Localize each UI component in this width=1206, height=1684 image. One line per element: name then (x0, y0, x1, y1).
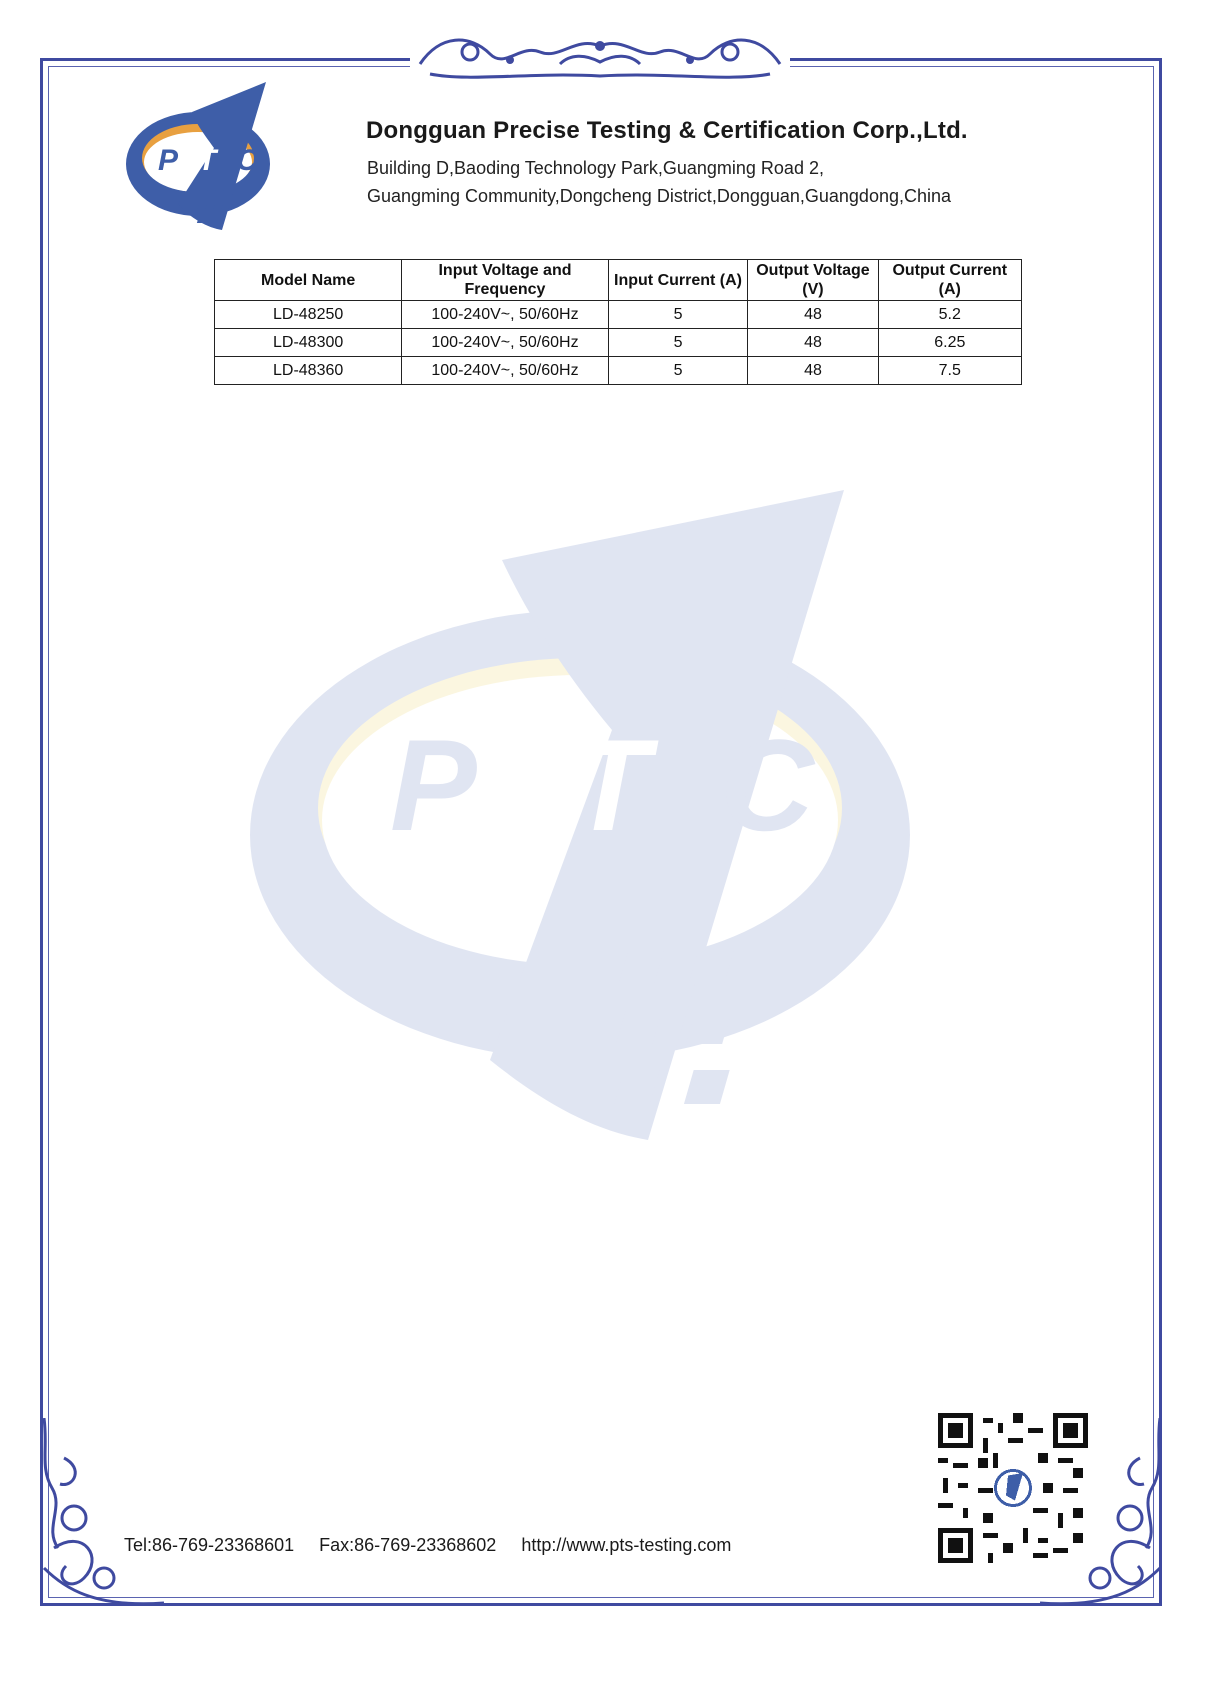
footer-fax: Fax:86-769-23368602 (319, 1535, 497, 1555)
bottom-left-ornament (34, 1418, 174, 1618)
header-input-voltage: Input Voltage and Frequency (402, 260, 608, 301)
table-row (215, 357, 1022, 385)
cell-model: LD-48300 (215, 329, 402, 357)
cell-output-voltage: 48 (748, 329, 878, 357)
logo-letter-t: T (198, 144, 217, 177)
logo-letter-p: P (158, 144, 179, 177)
address-line-1: Building D,Baoding Technology Park,Guangming Road 2, (367, 158, 824, 178)
footer-contact (124, 1535, 751, 1556)
cell-input-current: 5 (608, 329, 748, 357)
cell-output-voltage: 48 (748, 301, 878, 329)
watermark-letter-c: C (720, 712, 814, 858)
table-header-row (215, 260, 1022, 301)
footer-website[interactable]: http://www.pts-testing.com (521, 1535, 732, 1555)
cell-output-current: 7.5 (878, 357, 1021, 385)
footer-tel: Tel:86-769-23368601 (124, 1535, 295, 1555)
qr-code (938, 1413, 1088, 1563)
cell-input-current: 5 (608, 357, 748, 385)
cell-output-current: 5.2 (878, 301, 1021, 329)
cell-input-voltage: 100-240V~, 50/60Hz (402, 301, 608, 329)
cell-model: LD-48360 (215, 357, 402, 385)
cell-output-current: 6.25 (878, 329, 1021, 357)
cell-input-current: 5 (608, 301, 748, 329)
header-output-current: Output Current (A) (878, 260, 1021, 301)
header-output-voltage: Output Voltage (V) (748, 260, 878, 301)
table-row (215, 301, 1022, 329)
cell-input-voltage: 100-240V~, 50/60Hz (402, 357, 608, 385)
model-spec-table (214, 259, 1022, 385)
cell-model: LD-48250 (215, 301, 402, 329)
cell-input-voltage: 100-240V~, 50/60Hz (402, 329, 608, 357)
top-ornament (410, 24, 790, 86)
logo-letter-c: C (236, 144, 258, 177)
ptc-logo (118, 78, 298, 248)
header-input-current: Input Current (A) (608, 260, 748, 301)
address-line-2: Guangming Community,Dongcheng District,Dongguan,Guangdong,China (367, 186, 952, 206)
cell-output-voltage: 48 (748, 357, 878, 385)
company-name: Dongguan Precise Testing & Certification Corp.,Ltd. (366, 117, 968, 144)
watermark-letter-t: T (570, 712, 650, 858)
header-model-name: Model Name (215, 260, 402, 301)
table-row (215, 329, 1022, 357)
ptc-watermark (240, 490, 980, 1155)
watermark-letter-p: P (390, 712, 477, 858)
company-address (367, 154, 951, 210)
